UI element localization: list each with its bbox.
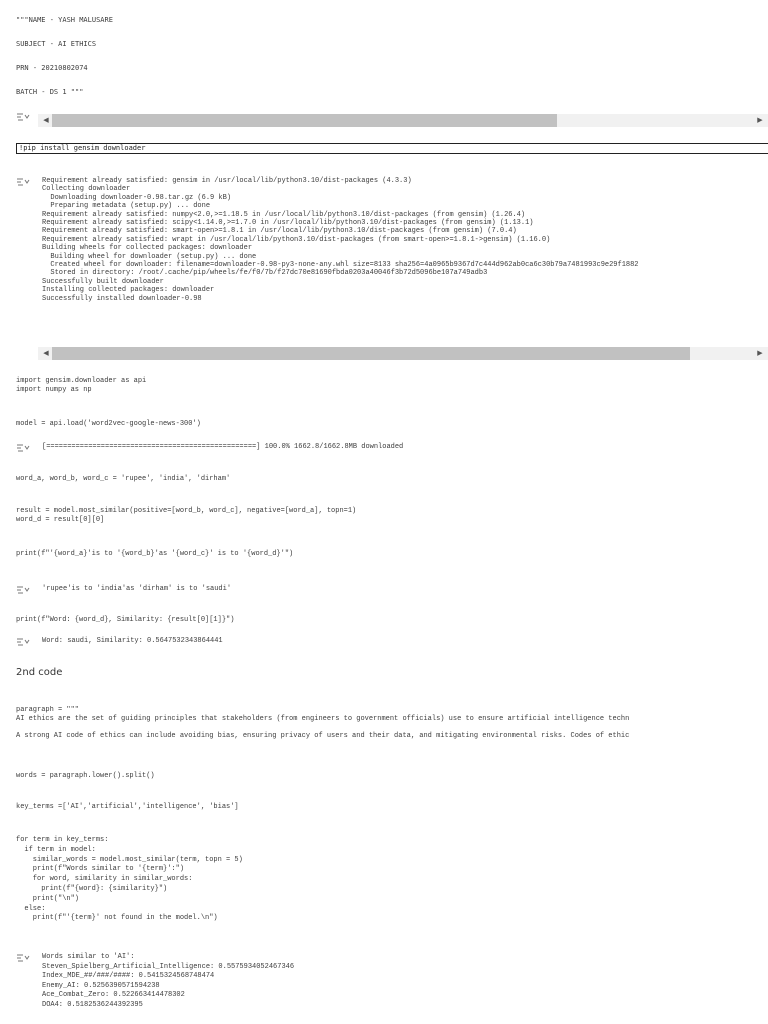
loop-code[interactable]: for term in key_terms: if term in model: similar_words = model.most_similar(term, topn = 5) print(f"Words similar to '{term}':") for word, similarity in similar_words: print(f"{word}: {similarity}") print("\n") else: print(f"'{term}' not found in the model.\n") xyxy=(16,836,243,923)
words-code[interactable]: word_a, word_b, word_c = 'rupee', 'india', 'dirham' xyxy=(16,475,231,483)
horizontal-scrollbar[interactable] xyxy=(38,347,768,360)
sim-output xyxy=(0,637,768,647)
scroll-left-icon[interactable]: ◀ xyxy=(43,349,49,357)
load-output xyxy=(0,443,768,453)
loop-output xyxy=(0,953,768,1013)
pip-output-text: Requirement already satisfied: gensim in /usr/local/lib/python3.10/dist-packages (4.3.3) Collecting downloader Downloading downloader-0.98.tar.gz (6.9 kB) Preparing metadata (setup.py) ... done Requirement already satisfied: numpy<2.0,>=1.18.5 in /usr/local/lib/python3.10/dist-packages (from gensim) (1.26.4) Requirement already satisfied: scipy<1.14.0,>=1.7.0 in /usr/local/lib/python3.10/dist-packages (from gensim) (1.13.1) Requirement already satisfied: smart-open>=1.8.1 in /usr/local/lib/python3.10/dist-packages (from gensim) (7.0.4) Requirement already satisfied: wrapt in /usr/local/lib/python3.10/dist-packages (from smart-open>=1.8.1->gensim) (1.16.0) Building wheels for collected packages: downloader Building wheel for downloader (setup.py) ... done Created wheel for downloader: filename=downloader-0.98-py3-none-any.whl size=8133 sha256=4a0965b9367d7c444d962ab0ca6c30b79a7481993c9e29f1882 Stored in directory: /root/.cache/pip/wheels/fe/f0/7b/f27dc70e81690fbda0203a40046f3b72d5096be107a749adb3 Successfully built downloader Installing collected packages: downloader Successfully installed downloader-0.98 xyxy=(42,177,639,303)
output-toggle-icon[interactable] xyxy=(16,953,32,963)
pip-command-cell[interactable]: !pip install gensim downloader xyxy=(16,143,768,154)
output-toggle-icon[interactable] xyxy=(16,177,32,187)
scroll-left-icon[interactable]: ◀ xyxy=(43,116,49,124)
terms-code[interactable]: key_terms =['AI','artificial','intelligence', 'bias'] xyxy=(16,803,239,811)
print-output xyxy=(0,585,768,595)
scroll-right-icon[interactable]: ▶ xyxy=(757,116,763,124)
sim-output-text: Word: saudi, Similarity: 0.5647532343864441 xyxy=(42,637,223,645)
paragraph-code[interactable]: paragraph = """ AI ethics are the set of guiding principles that stakeholders (from engineers to government officials) use to ensure artificial intelligence techn A strong AI code of ethics can include avoiding bias, ensuring privacy of users and their data, and mitigating environmental risks. Codes of ethic xyxy=(16,706,630,740)
header-line-subject: SUBJECT - AI ETHICS xyxy=(16,40,97,48)
section-heading: 2nd code xyxy=(16,667,63,678)
output-toggle-icon[interactable] xyxy=(16,112,32,122)
scroll-thumb[interactable] xyxy=(52,347,690,360)
result-code[interactable]: result = model.most_similar(positive=[word_b, word_c], negative=[word_a], topn=1) word_d = result[0][0] xyxy=(16,507,357,524)
header-line-prn: PRN - 20210802074 xyxy=(16,64,88,72)
output-toggle-icon[interactable] xyxy=(16,637,32,647)
print-code[interactable]: print(f"'{word_a}'is to '{word_b}'as '{word_c}' is to '{word_d}'") xyxy=(16,550,294,558)
print-output-text: 'rupee'is to 'india'as 'dirham' is to 'saudi' xyxy=(42,585,232,593)
header-line-batch: BATCH - DS 1 """ xyxy=(16,88,84,96)
load-code[interactable]: model = api.load('word2vec-google-news-300') xyxy=(16,420,201,428)
sim-code[interactable]: print(f"Word: {word_d}, Similarity: {result[0][1]}") xyxy=(16,616,235,624)
horizontal-scrollbar[interactable] xyxy=(38,114,768,127)
header-line-name: """NAME - YASH MALUSARE xyxy=(16,16,113,24)
output-toggle-icon[interactable] xyxy=(16,443,32,453)
loop-output-text: Words similar to 'AI': Steven_Spielberg_Artificial_Intelligence: 0.5575934052467346 Index_MDE_##/###/####: 0.5415324568748474 Enemy_AI: 0.5256390571594238 Ace_Combat_Zero: 0.522663414478302 DOA4: 0.5182536244392395 xyxy=(42,953,295,1009)
import-code[interactable]: import gensim.downloader as api import numpy as np xyxy=(16,377,147,394)
split-code[interactable]: words = paragraph.lower().split() xyxy=(16,772,155,780)
pip-output xyxy=(0,177,768,352)
load-output-text: [==================================================] 100.0% 1662.8/1662.8MB downloaded xyxy=(42,443,404,451)
scroll-right-icon[interactable]: ▶ xyxy=(757,349,763,357)
scroll-thumb[interactable] xyxy=(52,114,557,127)
output-toggle-icon[interactable] xyxy=(16,585,32,595)
